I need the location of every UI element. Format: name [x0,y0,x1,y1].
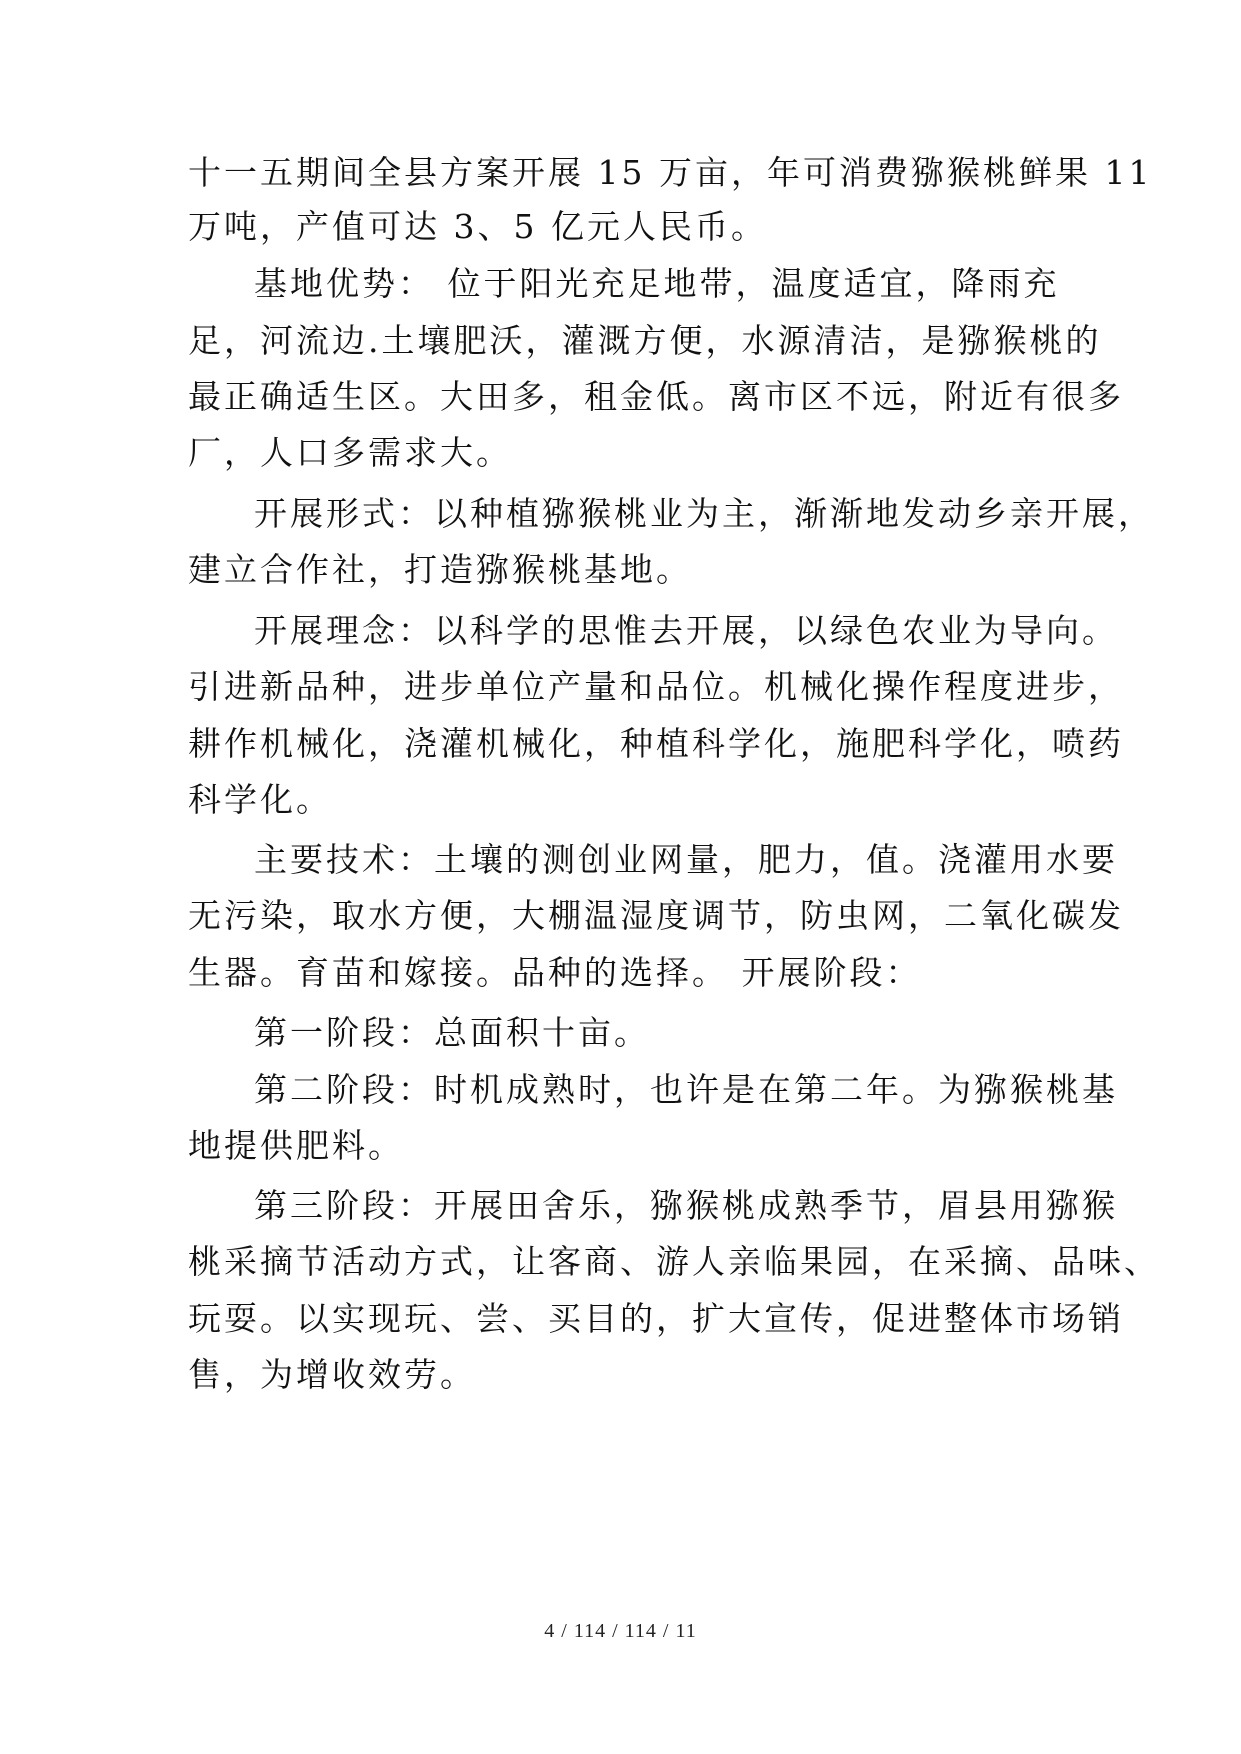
body-line: 最正确适生区。大田多，租金低。离市区不远，附近有很多 [188,377,1124,416]
body-line: 玩耍。以实现玩、尝、买目的，扩大宣传，促进整体市场销 [188,1299,1124,1338]
body-line: 厂，人口多需求大。 [188,433,512,472]
paragraph-heading-line: 第二阶段：时机成熟时，也许是在第二年。为猕猴桃基 [254,1070,1118,1109]
body-line: 十一五期间全县方案开展 15 万亩，年可消费猕猴桃鲜果 11 [188,153,1153,192]
paragraph-heading-line: 开展理念：以科学的思惟去开展，以绿色农业为导向。 [254,611,1118,650]
paragraph-heading-line: 主要技术：土壤的测创业网量，肥力，值。浇灌用水要 [254,840,1118,879]
body-line: 桃采摘节活动方式，让客商、游人亲临果园，在采摘、品味、 [188,1242,1160,1281]
body-line: 耕作机械化，浇灌机械化，种植科学化，施肥科学化，喷药 [188,724,1124,763]
body-line: 地提供肥料。 [188,1126,404,1165]
body-line: 无污染，取水方便，大棚温湿度调节，防虫网，二氧化碳发 [188,896,1124,935]
body-line: 万吨，产值可达 3、5 亿元人民币。 [188,207,767,246]
body-line: 足，河流边.土壤肥沃，灌溉方便，水源清洁，是猕猴桃的 [188,321,1102,360]
body-line: 引进新品种，进步单位产量和品位。机械化操作程度进步， [188,667,1124,706]
paragraph-heading-line: 基地优势： 位于阳光充足地带，温度适宜，降雨充 [254,264,1060,303]
page-number: 4 / 114 / 114 / 11 [544,1620,697,1642]
body-line: 建立合作社，打造猕猴桃基地。 [188,550,692,589]
paragraph-heading-line: 开展形式：以种植猕猴桃业为主，渐渐地发动乡亲开展， [254,494,1154,533]
body-line: 售，为增收效劳。 [188,1355,476,1394]
body-line: 科学化。 [188,780,332,819]
paragraph-heading-line: 第一阶段：总面积十亩。 [254,1013,650,1052]
body-line: 生器。育苗和嫁接。品种的选择。 开展阶段： [188,953,922,992]
paragraph-heading-line: 第三阶段：开展田舍乐，猕猴桃成熟季节，眉县用猕猴 [254,1186,1118,1225]
